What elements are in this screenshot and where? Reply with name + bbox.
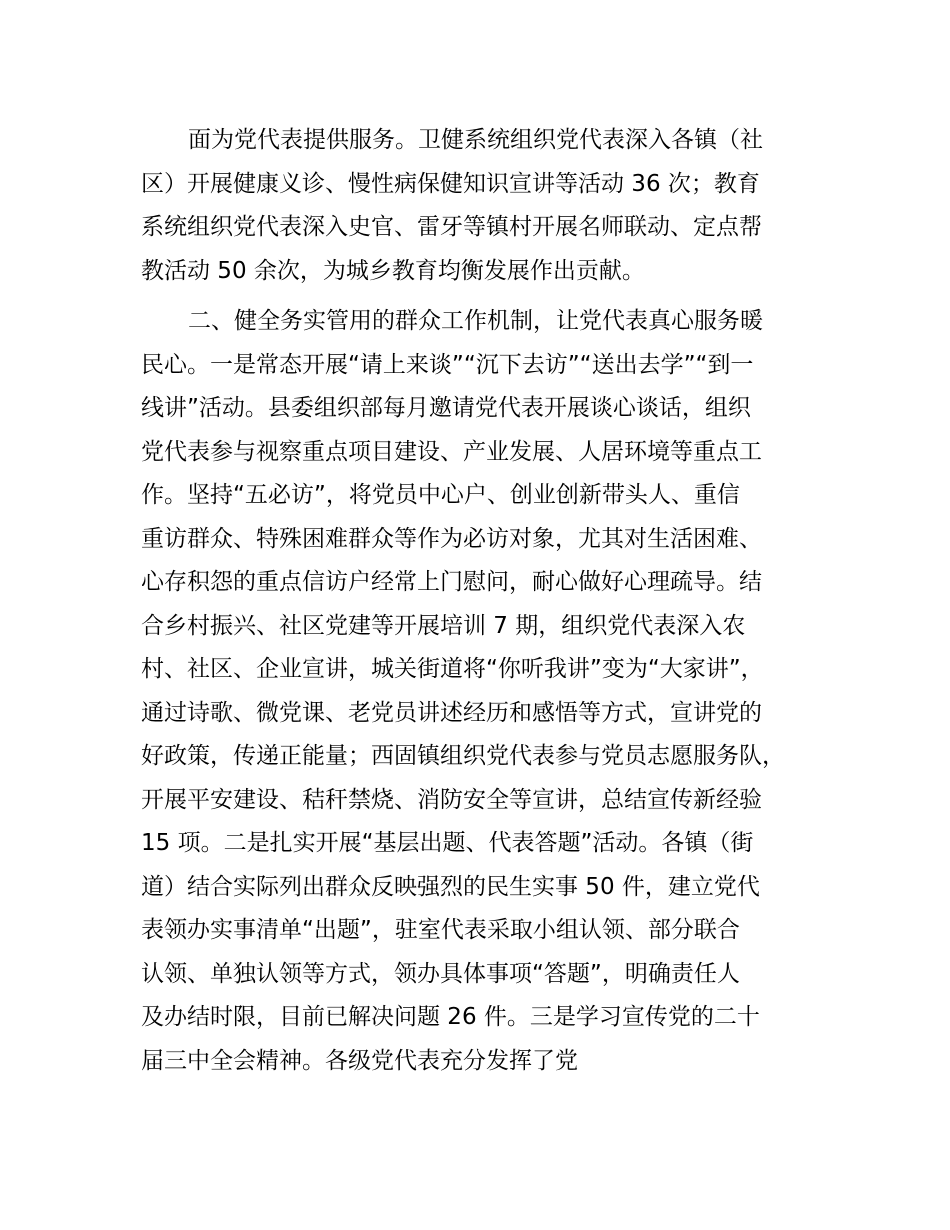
paragraph-2-line-16: 认领、单独认领等方式，领办具体事项“答题”，明确责任人 xyxy=(141,960,740,987)
paragraph-2-line-2: 民心。一是常态开展“请上来谈”“沉下去访”“送出去学”“到一 xyxy=(141,351,754,378)
paragraph-1-line-4: 教活动 50 余次，为城乡教育均衡发展作出贡献。 xyxy=(141,257,645,284)
paragraph-2-line-5: 作。坚持“五必访”，将党员中心户、创业创新带头人、重信 xyxy=(141,482,740,508)
paragraph-2-line-3: 线讲”活动。县委组织部每月邀请党代表开展谈心谈话，组织 xyxy=(141,395,751,421)
paragraph-2-line-11: 好政策，传递正能量；西固镇组织党代表参与党员志愿服务队， xyxy=(141,743,785,769)
paragraph-2-line-15: 表领办实事清单“出题”，驻室代表采取小组认领、部分联合 xyxy=(141,917,740,943)
paragraph-2-line-18: 届三中全会精神。各级党代表充分发挥了党 xyxy=(141,1047,578,1074)
paragraph-2-line-10: 通过诗歌、微党课、老党员讲述经历和感悟等方式，宣讲党的 xyxy=(141,699,762,726)
paragraph-2-line-4: 党代表参与视察重点项目建设、产业发展、人居环境等重点工 xyxy=(141,438,762,465)
paragraph-2 xyxy=(141,300,785,1083)
paragraph-2-line-1: 二、健全务实管用的群众工作机制，让党代表真心服务暖 xyxy=(188,308,763,334)
paragraph-2-line-8: 合乡村振兴、社区党建等开展培训 7 期，组织党代表深入农 xyxy=(141,612,746,639)
paragraph-1-line-1: 面为党代表提供服务。卫健系统组织党代表深入各镇（社 xyxy=(188,127,763,153)
paragraph-1 xyxy=(141,119,763,293)
paragraph-1-line-3: 系统组织党代表深入史官、雷牙等镇村开展名师联动、定点帮 xyxy=(141,214,762,240)
paragraph-2-line-14: 道）结合实际列出群众反映强烈的民生实事 50 件，建立党代 xyxy=(141,873,760,900)
paragraph-2-line-7: 心存积怨的重点信访户经常上门慰问，耐心做好心理疏导。结 xyxy=(141,569,762,595)
paragraph-2-line-13: 15 项。二是扎实开展“基层出题、代表答题”活动。各镇（街 xyxy=(141,830,754,856)
paragraph-2-line-9: 村、社区、企业宣讲，城关街道将“你听我讲”变为“大家讲”， xyxy=(141,656,764,682)
paragraph-2-line-6: 重访群众、特殊困难群众等作为必访对象，尤其对生活困难、 xyxy=(141,525,762,552)
paragraph-1-line-2: 区）开展健康义诊、慢性病保健知识宣讲等活动 36 次；教育 xyxy=(141,170,760,197)
paragraph-2-line-12: 开展平安建设、秸秆禁烧、消防安全等宣讲，总结宣传新经验 xyxy=(141,786,762,813)
paragraph-2-line-17: 及办结时限，目前已解决问题 26 件。三是学习宣传党的二十 xyxy=(141,1004,760,1030)
